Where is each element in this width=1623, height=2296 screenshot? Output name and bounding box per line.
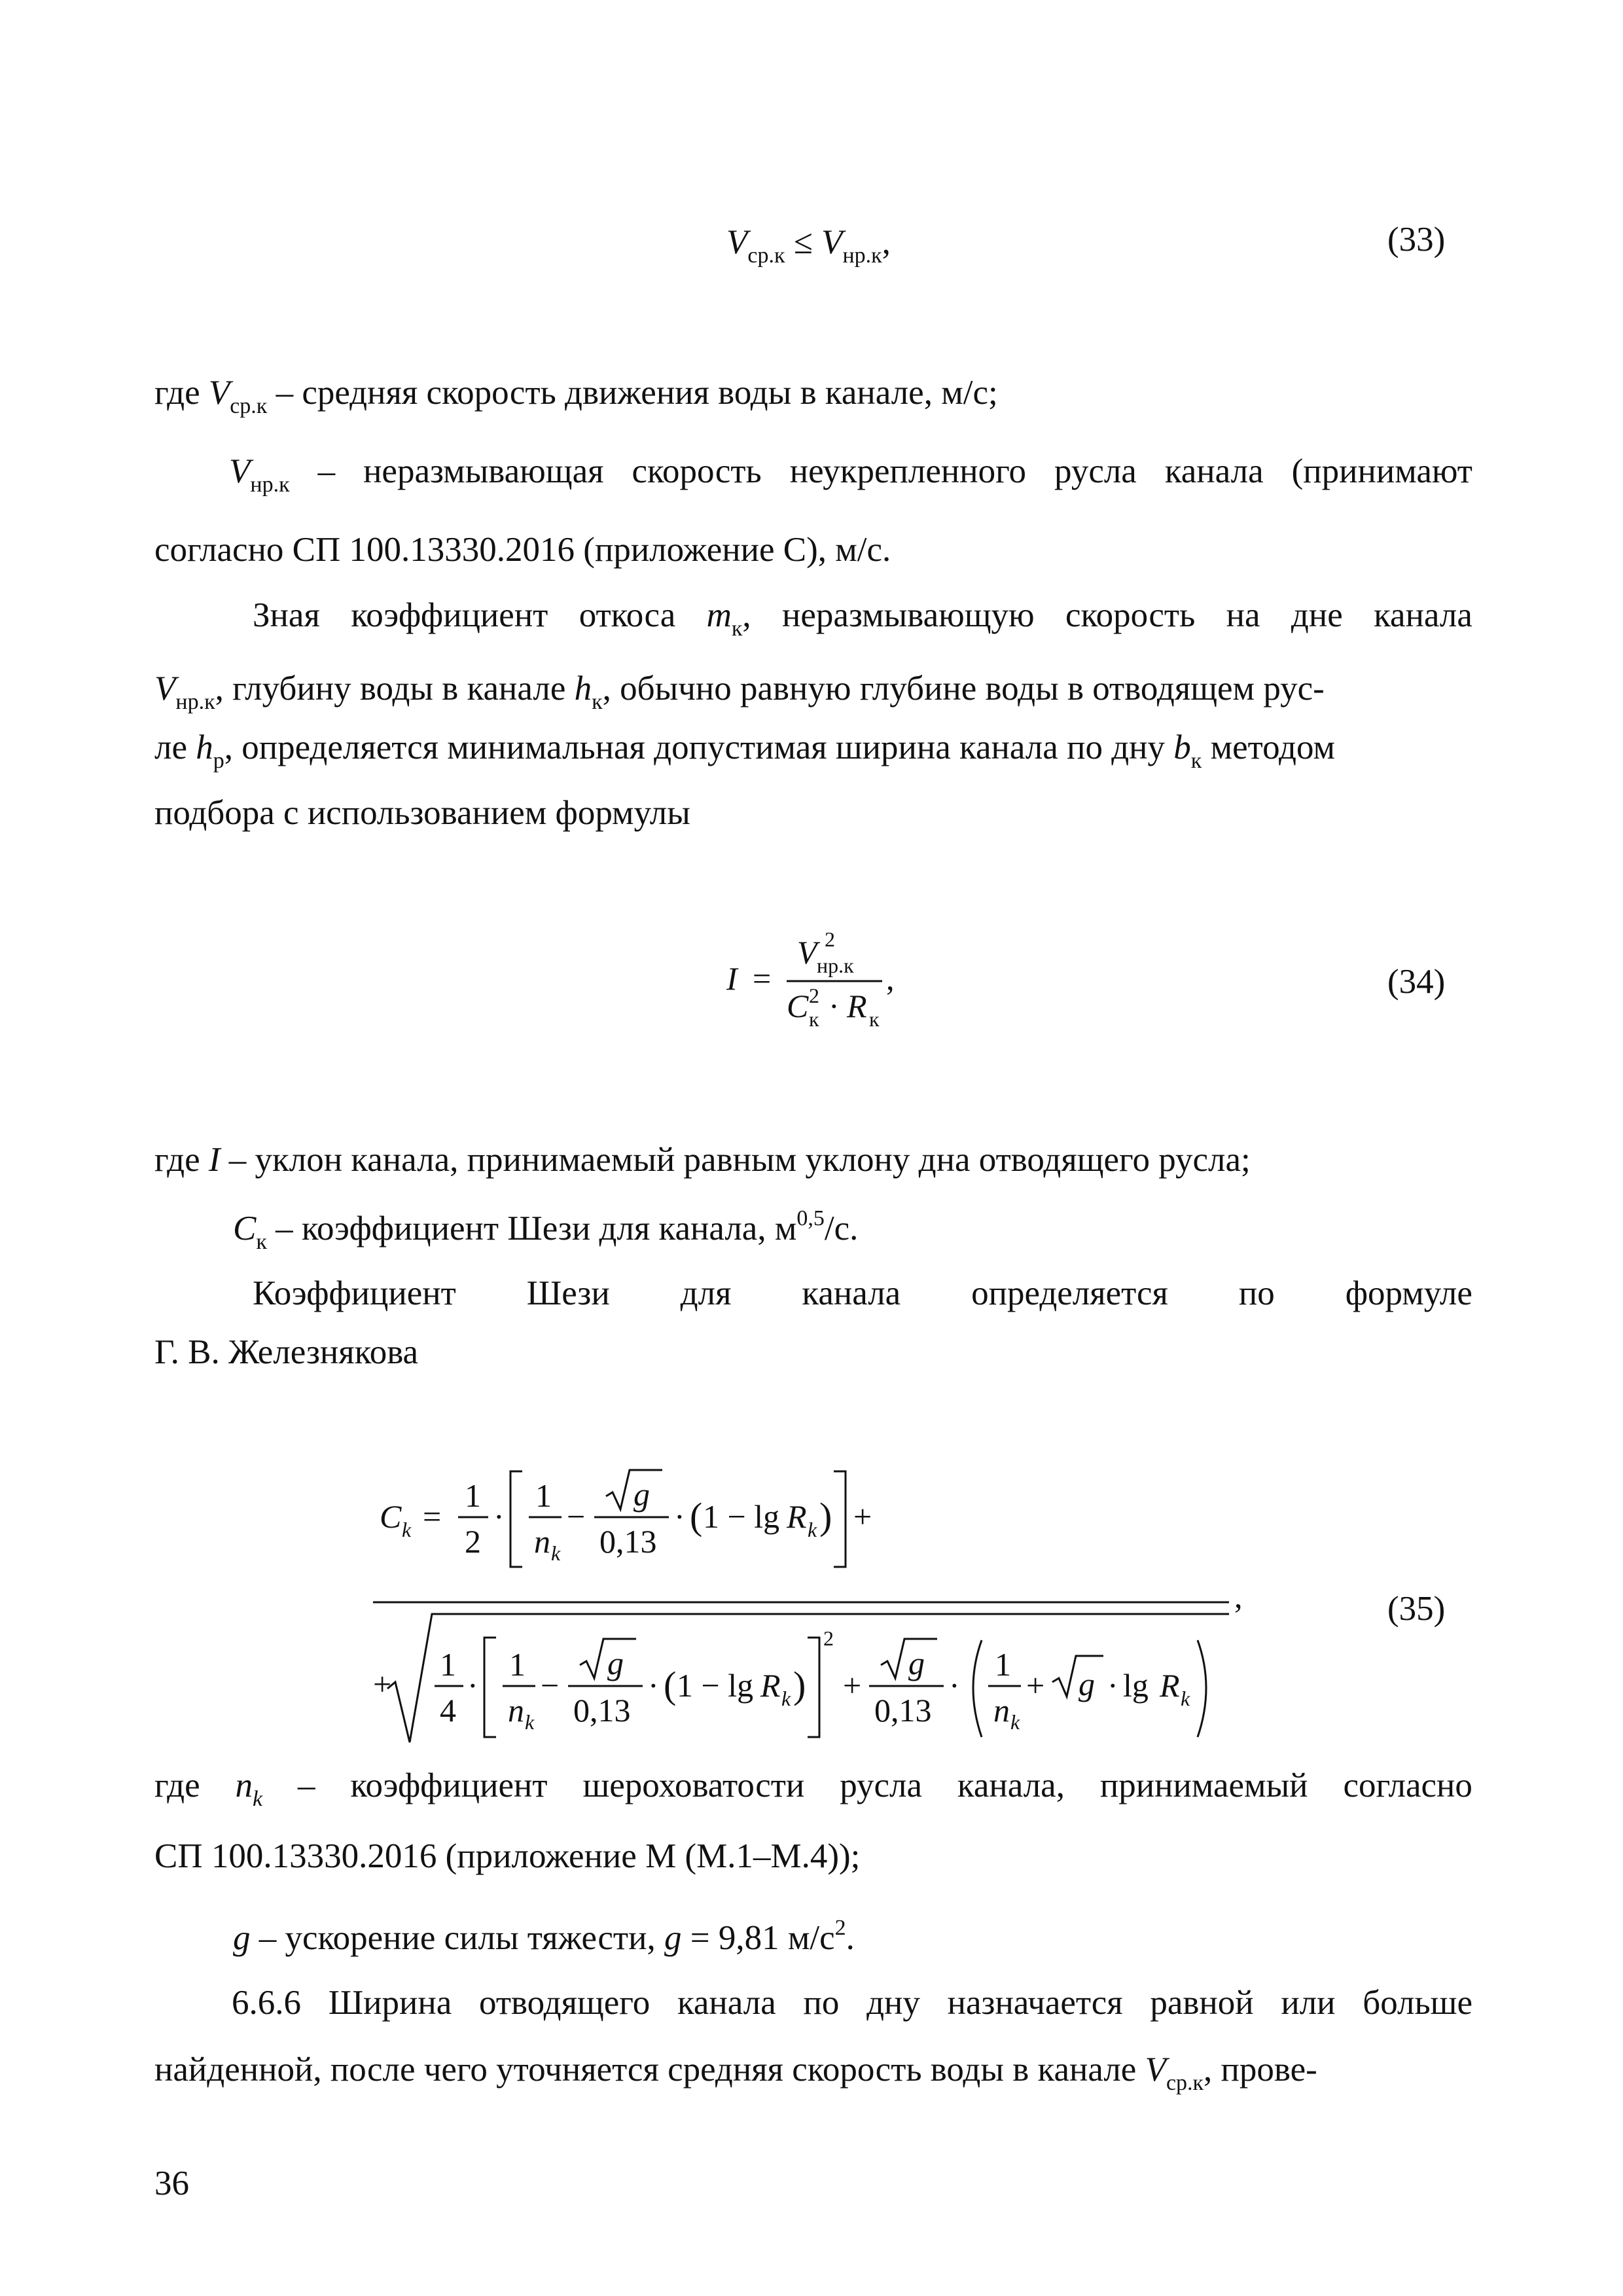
eq33-op: ≤	[793, 223, 813, 261]
para1-line1	[253, 596, 1472, 649]
para3-l2-sub: ср.к	[1166, 2071, 1204, 2095]
where34-text: – уклон канала, принимаемый равным уклону дна отводящего русла;	[220, 1141, 1251, 1179]
eq35-bot-1-lg: 1 − lg	[677, 1667, 754, 1704]
eq35-square: 2	[823, 1626, 834, 1650]
equation-33	[726, 223, 891, 276]
equation-number-34: (34)	[1387, 963, 1446, 1001]
eq35-dot1: ·	[493, 1498, 505, 1535]
eq35-right-bracket-top	[834, 1471, 846, 1567]
eq35-top-plus: +	[853, 1498, 872, 1535]
eq35-bot-013: 0,13	[573, 1692, 631, 1729]
eq33-lhs-sub: ср.к	[747, 243, 785, 268]
para1-l2-text: , глубину воды в канале	[215, 670, 575, 708]
eq35-bot-r2-k: k	[1181, 1687, 1190, 1710]
where33-sub: ср.к	[230, 394, 268, 418]
para1-word: Зная	[253, 596, 320, 634]
eq35-bottom-plus: +	[373, 1666, 392, 1702]
eq35-top-r-k: k	[808, 1518, 817, 1541]
eq35-bot-lg: lg	[1123, 1667, 1149, 1704]
eq35-bot-0132: 0,13	[874, 1692, 932, 1729]
para3-word: канала	[677, 1984, 776, 2022]
para3-word: или	[1281, 1984, 1336, 2022]
eq34-eq: =	[753, 960, 772, 997]
para3-word: дну	[866, 1984, 920, 2022]
where35-l1-word: канала,	[957, 1767, 1065, 1804]
eq35-bot-paren-open: (	[664, 1664, 677, 1706]
para3-word: Ширина	[328, 1984, 452, 2022]
para1-l3-h: h	[196, 728, 213, 766]
eq35-bot-g2: g	[908, 1645, 925, 1681]
equation-35	[366, 1460, 1296, 1761]
eq35-bot-n2: n	[993, 1692, 1010, 1729]
para2-word: по	[1238, 1274, 1275, 1312]
eq35-bot-paren-close: )	[793, 1664, 806, 1706]
para1-l3-text2: методом	[1202, 728, 1336, 766]
eq35-top-n-k: k	[551, 1541, 561, 1565]
eq34-den-c: C	[787, 988, 809, 1024]
where35-l1-word: принимаемый	[1099, 1767, 1308, 1804]
where33-l2-word: (принимают	[1291, 452, 1472, 490]
where33-l2-word: русла	[1054, 452, 1137, 490]
eq33-rhs-sub: нр.к	[842, 243, 882, 268]
where35-line1	[154, 1766, 1472, 1819]
eq35-bot-r: R	[760, 1667, 781, 1704]
eq34-den-r: R	[847, 988, 867, 1024]
eq34-den-c-sub: к	[809, 1007, 819, 1031]
eq35-paren-open: (	[690, 1495, 703, 1537]
eq35-quarter-den: 4	[440, 1692, 456, 1729]
para1-word: неразмывающую	[782, 596, 1035, 634]
where35-l3-text: – ускорение силы тяжести,	[250, 1919, 664, 1957]
where35-symbol	[236, 1766, 263, 1819]
eq35-bot-sqrt3-icon	[1052, 1656, 1103, 1696]
para1-m-sub: к	[731, 617, 743, 641]
eq35-quarter-num: 1	[440, 1646, 456, 1683]
where35-line3	[233, 1909, 855, 1958]
eq35-bot-n: n	[508, 1692, 524, 1729]
para3-word: больше	[1363, 1984, 1472, 2022]
eq35-big-paren-open	[973, 1640, 982, 1737]
eq35-dot5: ·	[949, 1667, 960, 1704]
page-number: 36	[154, 2164, 189, 2202]
para1-l2-var: V	[154, 670, 176, 708]
para3-line1	[232, 1983, 1472, 2022]
eq35-c-k: k	[402, 1518, 412, 1541]
where35-l3-sup: 2	[834, 1916, 846, 1940]
where35-l3-var: g	[233, 1919, 251, 1957]
para3-word: отводящего	[479, 1984, 651, 2022]
para1-l2-sub: нр.к	[175, 690, 215, 714]
para3-word: равной	[1150, 1984, 1254, 2022]
eq35-dot4: ·	[648, 1667, 659, 1704]
para1-word: коэффициент	[351, 596, 548, 634]
eq34-den-dot: ·	[829, 988, 840, 1024]
eq35-top-n: n	[534, 1523, 550, 1560]
eq33-rhs-var: V	[821, 223, 843, 261]
where34-var: I	[208, 1141, 221, 1179]
eq33-trail: ,	[882, 223, 891, 261]
eq34-den-r-sub: к	[869, 1007, 880, 1031]
where33-l2-word: неукрепленного	[789, 452, 1027, 490]
equation-number-33: (33)	[1387, 221, 1446, 259]
eq34-den-c-sup: 2	[809, 984, 819, 1007]
eq35-trail: ,	[1234, 1578, 1243, 1615]
para1-l3-text0: ле	[154, 728, 196, 766]
eq35-paren-close: )	[819, 1495, 832, 1537]
para2-word: Коэффициент	[253, 1274, 456, 1312]
eq35-top-r: R	[787, 1498, 807, 1535]
para1-word: дне	[1291, 596, 1343, 634]
eq35-bot-plus2: +	[843, 1667, 862, 1704]
eq35-dot3: ·	[467, 1667, 478, 1704]
where35-l1-word: –	[298, 1767, 315, 1804]
para1-m-symbol	[707, 596, 751, 649]
equation-34	[713, 916, 936, 1047]
eq35-bot-g: g	[607, 1645, 624, 1681]
eq35-bot-plus3: +	[1026, 1667, 1045, 1704]
para2-line2: Г. В. Железнякова	[154, 1333, 419, 1371]
para1-l2-h: h	[574, 670, 592, 708]
para3-l2-text: найденной, после чего уточняется средняя скорость воды в канале	[154, 2051, 1145, 2089]
where34-l2-sub: к	[256, 1230, 267, 1254]
eq35-bot-n2-k: k	[1010, 1710, 1020, 1734]
para1-l3-b-sub: к	[1190, 749, 1202, 773]
para1-word: скорость	[1065, 596, 1196, 634]
eq34-trail: ,	[886, 960, 895, 997]
para1-l2-text2: , обычно равную глубине воды в отводящем рус-	[602, 670, 1325, 708]
para1-l3-h-sub: р	[213, 749, 224, 773]
where33-l2-symbol	[229, 452, 290, 505]
where33-line1	[154, 373, 998, 426]
para2-word: канала	[802, 1274, 901, 1312]
eq34-num-var: V	[797, 934, 817, 971]
eq35-top-minus: −	[567, 1498, 586, 1535]
eq35-dot6: ·	[1107, 1667, 1118, 1704]
equation-number-35: (35)	[1387, 1590, 1446, 1628]
eq35-bot-r-k: k	[781, 1687, 791, 1710]
para1-l2-h-sub: к	[592, 690, 603, 714]
para3-line2	[154, 2050, 1317, 2103]
eq35-eq: =	[423, 1498, 442, 1535]
eq35-bot-n-k: k	[525, 1710, 535, 1734]
para1-l3-b: b	[1173, 728, 1191, 766]
para3-word: по	[803, 1984, 840, 2022]
where33-var: V	[208, 374, 230, 412]
para1-word: откоса	[579, 596, 676, 634]
where33-l2-word: скорость	[632, 452, 762, 490]
para2-word: определяется	[971, 1274, 1168, 1312]
eq34-lhs: I	[726, 960, 738, 997]
where35-l3-tail: .	[846, 1919, 855, 1957]
where35-pre: где	[154, 1767, 200, 1804]
eq35-left-bracket-bottom	[484, 1638, 496, 1737]
para2-word: для	[680, 1274, 732, 1312]
where33-line3: согласно СП 100.13330.2016 (приложение С), м/с.	[154, 531, 891, 569]
eq35-bot-minus: −	[541, 1667, 560, 1704]
eq35-top-one-num: 1	[535, 1477, 552, 1514]
para3-l2-var: V	[1145, 2051, 1166, 2089]
para3-word: назначается	[947, 1984, 1123, 2022]
eq35-right-bracket-bottom	[808, 1638, 819, 1737]
eq35-c: C	[380, 1498, 402, 1535]
where34-pre: где	[154, 1141, 209, 1179]
eq35-top-1-lg: 1 − lg	[703, 1498, 780, 1535]
where34-l2-sup: 0,5	[796, 1206, 825, 1230]
eq35-dot2: ·	[674, 1498, 685, 1535]
eq35-bot-r2: R	[1160, 1667, 1180, 1704]
eq35-half-den: 2	[465, 1523, 481, 1560]
para1-line4: подбора с использованием формулы	[154, 794, 690, 832]
eq35-left-bracket-top	[510, 1471, 522, 1567]
para2-word: формуле	[1345, 1274, 1472, 1312]
where33-l2-word: канала	[1164, 452, 1264, 490]
para1-l3-text1: , определяется минимальная допустимая ширина канала по дну	[224, 728, 1174, 766]
where35-line2: СП 100.13330.2016 (приложение М (М.1–М.4));	[154, 1837, 861, 1875]
eq35-half-num: 1	[465, 1477, 481, 1514]
para2-word: Шези	[526, 1274, 610, 1312]
where33-text: – средняя скорость движения воды в канале, м/с;	[267, 374, 998, 412]
eq35-bot-one2-num: 1	[995, 1646, 1011, 1683]
where34-l2-text: – коэффициент Шези для канала, м	[266, 1210, 797, 1247]
para1-comma: ,	[742, 596, 751, 634]
where35-l1-word: коэффициент	[350, 1767, 548, 1804]
where34-line2	[233, 1199, 858, 1262]
para1-line3	[154, 728, 1335, 781]
para2-line1	[253, 1274, 1472, 1313]
para1-word: канала	[1374, 596, 1472, 634]
eq35-bot-g3: g	[1079, 1666, 1095, 1702]
eq35-top-013: 0,13	[599, 1523, 657, 1560]
para3-l2-tail: , прове-	[1204, 2051, 1317, 2089]
where34-l2-tail: /с.	[824, 1210, 859, 1247]
where35-l3-val: = 9,81 м/с	[681, 1919, 835, 1957]
eq35-big-paren-close	[1198, 1640, 1206, 1737]
where35-var: n	[235, 1767, 253, 1804]
where35-l1-word: русла	[840, 1767, 922, 1804]
eq35-top-g: g	[633, 1476, 650, 1513]
eq34-num-sup: 2	[825, 927, 835, 951]
where33-l2-var: V	[229, 452, 251, 490]
where35-l1-word: шероховатости	[582, 1767, 805, 1804]
para1-line2	[154, 669, 1325, 722]
where33-l2-word: неразмывающая	[363, 452, 604, 490]
para1-word: на	[1226, 596, 1260, 634]
eq34-num-sub: нр.к	[817, 954, 854, 977]
where33-l2-sub: нр.к	[250, 473, 290, 497]
where34-line1	[154, 1140, 1251, 1179]
where35-sub: k	[253, 1787, 263, 1811]
para3-word: 6.6.6	[232, 1984, 301, 2022]
eq33-lhs-var: V	[726, 223, 748, 261]
where33-pre: где	[154, 374, 209, 412]
eq35-bot-one-num: 1	[509, 1646, 526, 1683]
where35-l3-var2: g	[664, 1919, 682, 1957]
where35-l1-word: согласно	[1343, 1767, 1472, 1804]
where34-l2-var: C	[233, 1210, 257, 1247]
where33-line2	[229, 452, 1472, 505]
where33-l2-word: –	[317, 452, 336, 490]
para1-m: m	[706, 596, 732, 634]
